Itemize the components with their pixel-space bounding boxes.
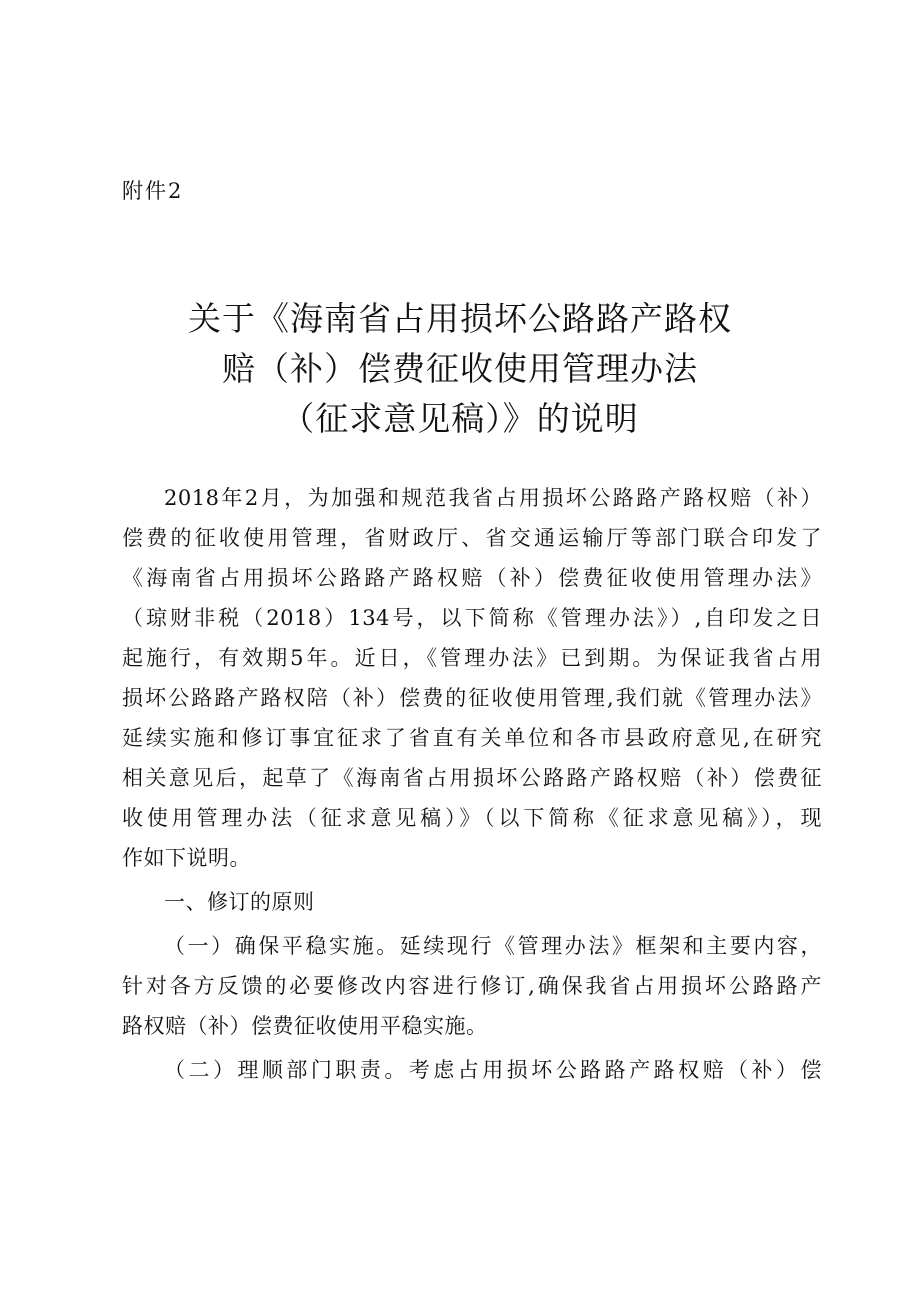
paragraph-line: 路权赔（补）偿费征收使用平稳实施。: [122, 1014, 488, 1038]
title-line: 关于《海南省占用损坏公路路产路权: [188, 299, 732, 338]
section-heading: 一、修订的原则: [164, 890, 315, 914]
paragraph-line: 相关意见后，起草了《海南省占用损坏公路路产路权赔（补）偿费征: [122, 766, 822, 790]
attachment-label: 附件2: [122, 179, 184, 203]
paragraph-line: 起施行，有效期5年。近日，《管理办法》已到期。为保证我省占用: [122, 646, 822, 670]
title-line: （征求意见稿）》的说明: [281, 399, 639, 438]
paragraph-line: （一）确保平稳实施。延续现行《管理办法》框架和主要内容，: [164, 934, 822, 958]
paragraph-line: （琼财非税（2018）134号，以下简称《管理办法》）,自印发之日: [122, 606, 822, 630]
paragraph-line: 收使用管理办法（征求意见稿）》（以下简称《征求意见稿》），现: [122, 806, 822, 830]
paragraph-line: 延续实施和修订事宜征求了省直有关单位和各市县政府意见,在研究: [122, 726, 822, 750]
document-title: [60, 294, 860, 444]
document-body: [122, 478, 822, 1090]
paragraph-line: 偿费的征收使用管理，省财政厅、省交通运输厅等部门联合印发了: [122, 526, 822, 550]
paragraph-line: 2018年2月，为加强和规范我省占用损坏公路路产路权赔（补）: [164, 486, 822, 510]
paragraph-line: 《海南省占用损坏公路路产路权赔（补）偿费征收使用管理办法》: [122, 566, 822, 590]
paragraph-line: （二）理顺部门职责。考虑占用损坏公路路产路权赔（补）偿: [164, 1058, 822, 1082]
principle-item-1: [122, 926, 822, 1046]
paragraph-intro: [122, 478, 822, 878]
title-line: 赔（补）偿费征收使用管理办法: [222, 349, 698, 388]
principle-item-2: [122, 1050, 822, 1090]
paragraph-line: 损坏公路路产路权陪（补）偿费的征收使用管理,我们就《管理办法》: [122, 686, 822, 710]
paragraph-line: 针对各方反馈的必要修改内容进行修订,确保我省占用损坏公路路产: [122, 974, 822, 998]
paragraph-line: 作如下说明。: [122, 846, 251, 870]
